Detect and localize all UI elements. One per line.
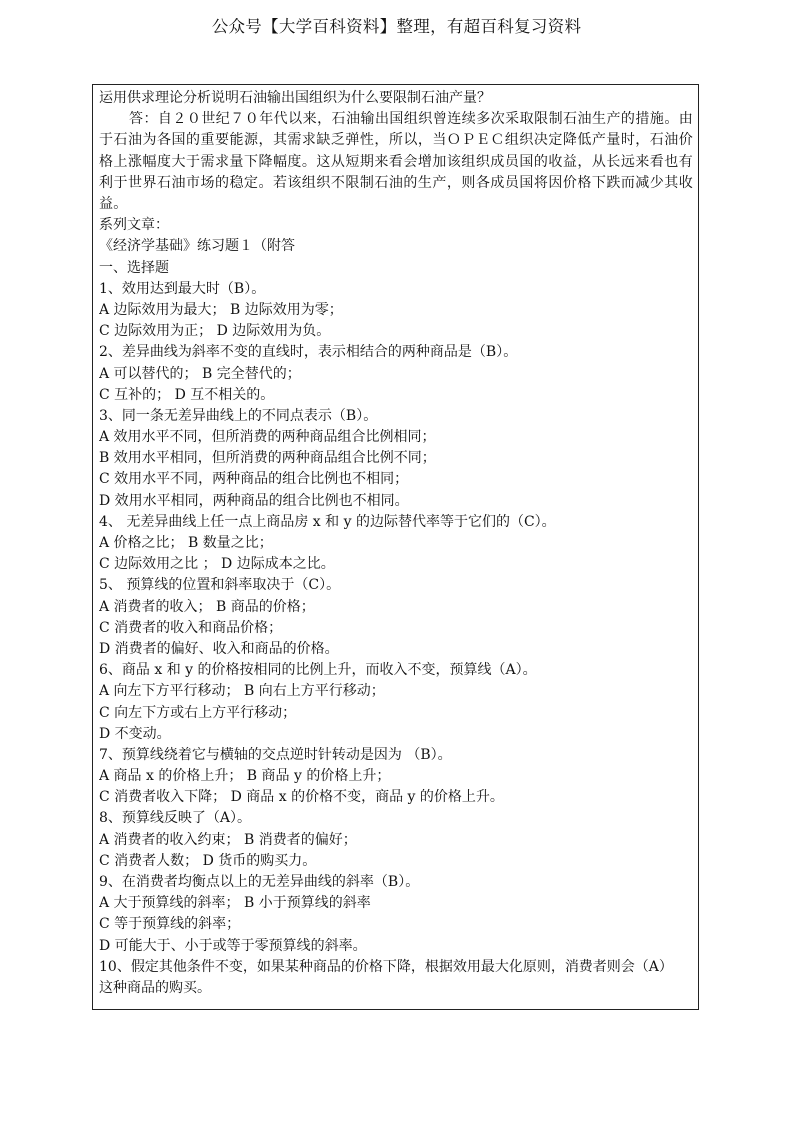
question-text: 运用供求理论分析说明石油输出国组织为什么要限制石油产量？	[99, 90, 491, 106]
exercise-line: 6、商品 x 和 y 的价格按相同的比例上升，而收入不变，预算线（A）。	[99, 662, 537, 679]
exercise-line: 3、同一条无差异曲线上的不同点表示（B）。	[99, 407, 378, 424]
exercise-line: A 向左下方平行移动； B 向右上方平行移动；	[99, 683, 385, 700]
exercise-line: 9、在消费者均衡点以上的无差异曲线的斜率（B）。	[99, 874, 420, 891]
exercise-lines	[99, 215, 693, 957]
exercise-line: 4、 无差异曲线上任一点上商品房 x 和 y 的边际替代率等于它们的（C）。	[99, 513, 556, 530]
exercise-line: D 消费者的偏好、收入和商品的价格。	[99, 640, 339, 657]
exercise-line: 《经济学基础》练习题１（附答	[99, 238, 295, 255]
exercise-line: B 效用水平相同，但所消费的两种商品组合比例不同；	[99, 450, 436, 467]
exercise-line: C 消费者人数； D 货币的购买力。	[99, 852, 317, 869]
exercise-line: C 消费者收入下降； D 商品 x 的价格不变，商品 y 的价格上升。	[99, 789, 504, 806]
page-header: 公众号【大学百科资料】整理，有超百科复习资料	[211, 17, 582, 36]
exercise-line: C 效用水平不同，两种商品的组合比例也不相同；	[99, 471, 409, 488]
exercise-line: D 效用水平相同，两种商品的组合比例也不相同。	[99, 492, 409, 509]
exercise-line: 2、差异曲线为斜率不变的直线时，表示相结合的两种商品是（B）。	[99, 344, 518, 361]
exercise-line: C 互补的； D 互不相关的。	[99, 386, 275, 403]
exercise-line: A 消费者的收入； B 商品的价格；	[99, 598, 315, 615]
document-body	[99, 88, 693, 999]
exercise-line: 5、 预算线的位置和斜率取决于（C）。	[99, 577, 341, 594]
exercise-line: 1、效用达到最大时（B）。	[99, 280, 266, 297]
exercise-line: D 不变动。	[99, 725, 171, 742]
exercise-line: A 效用水平不同，但所消费的两种商品组合比例相同；	[99, 429, 436, 446]
exercise-line: D 可能大于、小于或等于零预算线的斜率。	[99, 937, 367, 954]
exercise-line: 7、预算线绕着它与横轴的交点逆时针转动是因为 （B）。	[99, 746, 452, 763]
question-10-text: 10、假定其他条件不变，如果某种商品的价格下降，根据效用最大化原则，消费者则会（A）	[99, 958, 673, 975]
exercise-line: 系列文章：	[99, 217, 169, 234]
exercise-line: A 大于预算线的斜率； B 小于预算线的斜率	[99, 895, 371, 912]
exercise-line: A 商品 x 的价格上升； B 商品 y 的价格上升；	[99, 768, 391, 785]
answer-paragraph: 答：自２０世纪７０年代以来，石油输出国组织曾连续多次采取限制石油生产的措施。由于石油为各国的重要能源，其需求缺乏弹性，所以，当ＯＰＥＣ组织决定降低产量时，石油价格上涨幅度大于需求量下降幅度。这从短期来看会增加该组织成员国的收益，从长远来看也有利于世界石油市场的稳定。若该组织不限制石油的生产，则各成员国将因价格下跌而减少其收益。	[99, 111, 693, 212]
exercise-line: 一、选择题	[99, 259, 169, 276]
exercise-line: A 价格之比； B 数量之比；	[99, 535, 273, 552]
exercise-line: 8、预算线反映了（A）。	[99, 810, 252, 827]
exercise-line: A 可以替代的； B 完全替代的；	[99, 365, 301, 382]
exercise-line: C 边际效用为正； D 边际效用为负。	[99, 323, 331, 340]
exercise-line: C 消费者的收入和商品价格；	[99, 619, 283, 636]
exercise-line: C 向左下方或右上方平行移动；	[99, 704, 297, 721]
question-10-continuation: 这种商品的购买。	[99, 979, 211, 996]
exercise-line: C 等于预算线的斜率；	[99, 916, 241, 933]
exercise-line: A 消费者的收入约束； B 消费者的偏好；	[99, 831, 357, 848]
exercise-line: A 边际效用为最大； B 边际效用为零；	[99, 301, 343, 318]
exercise-line: C 边际效用之比 ； D 边际成本之比。	[99, 556, 335, 573]
